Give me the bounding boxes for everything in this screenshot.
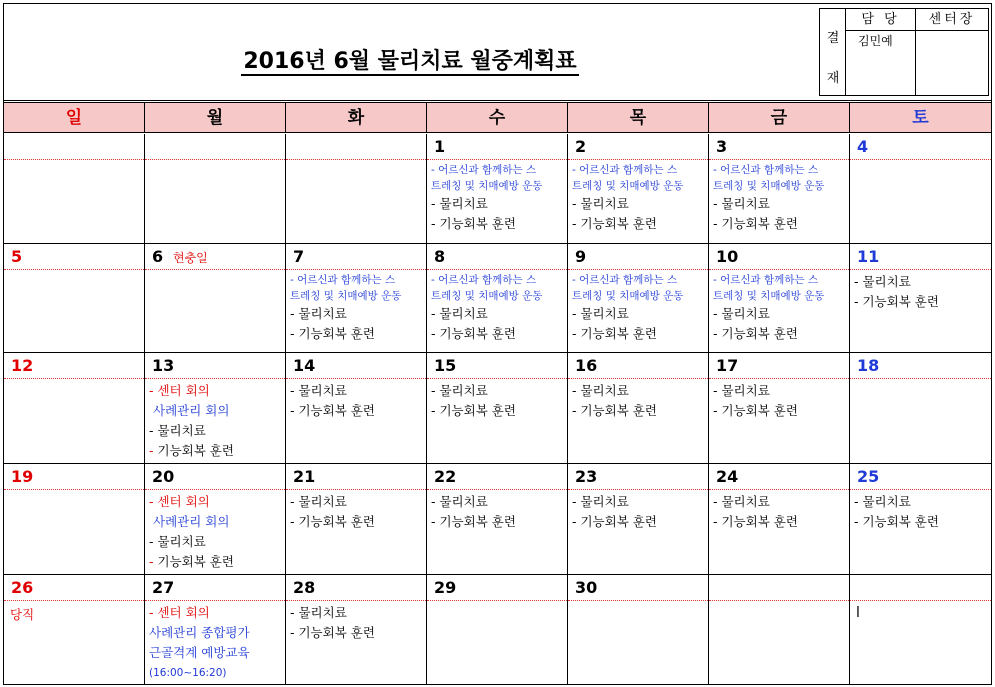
day-schedule-list — [427, 160, 567, 234]
calendar-day-cell — [4, 464, 145, 575]
schedule-item: - 어르신과 함께하는 스 — [572, 274, 678, 286]
schedule-item: - 물리치료 — [290, 383, 347, 398]
day-date-row — [850, 244, 991, 270]
schedule-item: - 센터 회의 — [149, 605, 210, 620]
schedule-item: - 물리치료 — [713, 494, 770, 509]
schedule-item: - 물리치료 — [431, 306, 488, 321]
schedule-item: - 기능회복 훈련 — [572, 326, 657, 341]
day-date-row — [145, 575, 285, 601]
calendar-day-cell — [4, 575, 145, 685]
calendar-day-cell — [145, 575, 286, 685]
day-schedule-list — [145, 490, 285, 572]
day-date-row — [850, 575, 991, 601]
schedule-item: - 기능회복 훈련 — [713, 403, 798, 418]
day-date-row — [145, 464, 285, 490]
schedule-item: - 기능회복 훈련 — [854, 294, 939, 309]
day-number: 16 — [575, 356, 598, 375]
calendar-day-cell — [145, 134, 286, 244]
approval-column-manager — [846, 9, 916, 95]
schedule-item: 사례관리 종합평가 — [149, 625, 250, 640]
schedule-item: - 센터 회의 — [149, 494, 210, 509]
calendar-day-cell — [4, 353, 145, 464]
schedule-item: 트레칭 및 치매예방 운동 — [572, 290, 684, 302]
calendar-day-cell — [427, 244, 568, 353]
day-date-row — [709, 244, 849, 270]
weekday-header: 월 — [145, 103, 286, 133]
day-date-row — [4, 575, 144, 601]
schedule-item: - 기능회복 훈련 — [431, 216, 516, 231]
day-number: 5 — [11, 247, 23, 266]
schedule-item: - 기능회복 훈련 — [290, 514, 375, 529]
day-number: 8 — [434, 247, 446, 266]
schedule-item: - 물리치료 — [572, 196, 629, 211]
schedule-item: - 어르신과 함께하는 스 — [713, 164, 819, 176]
schedule-item: - 물리치료 — [431, 494, 488, 509]
day-schedule-list — [427, 379, 567, 421]
day-number: 26 — [11, 578, 34, 597]
day-number: 18 — [857, 356, 880, 375]
day-schedule-list — [286, 490, 426, 532]
day-number: 24 — [716, 467, 739, 486]
day-date-row — [427, 575, 567, 601]
calendar-day-cell — [568, 353, 709, 464]
schedule-item: - 기능회복 훈련 — [290, 403, 375, 418]
schedule-item: - 물리치료 — [572, 383, 629, 398]
day-date-row — [709, 134, 849, 160]
weekday-header: 수 — [427, 103, 568, 133]
day-date-row — [286, 134, 426, 160]
day-date-row — [568, 575, 708, 601]
calendar-day-cell — [145, 244, 286, 353]
schedule-item: - 물리치료 — [713, 306, 770, 321]
weekday-header: 일 — [4, 103, 145, 133]
day-number: 2 — [575, 137, 587, 156]
schedule-item: 근골격계 예방교육 — [149, 645, 250, 660]
day-number: 14 — [293, 356, 316, 375]
day-date-row — [568, 244, 708, 270]
day-date-row — [568, 464, 708, 490]
schedule-item: - 물리치료 — [431, 383, 488, 398]
schedule-item: - 기능회복 훈련 — [713, 216, 798, 231]
day-number: 9 — [575, 247, 587, 266]
approval-role-manager: 담 당 — [846, 9, 915, 31]
schedule-item: - 센터 회의 — [149, 383, 210, 398]
page-title — [4, 44, 816, 75]
day-schedule-list — [850, 270, 991, 312]
approval-box — [819, 8, 989, 96]
schedule-item: - 기능회복 훈련 — [854, 514, 939, 529]
schedule-item: - 기능회복 훈련 — [431, 403, 516, 418]
schedule-item: - 물리치료 — [572, 306, 629, 321]
calendar-day-cell — [145, 353, 286, 464]
day-date-row — [709, 464, 849, 490]
day-schedule-list — [286, 270, 426, 344]
calendar-day-cell — [427, 464, 568, 575]
schedule-item: - 기능회복 훈련 — [713, 326, 798, 341]
weekday-header: 화 — [286, 103, 427, 133]
day-schedule-list — [568, 160, 708, 234]
day-schedule-list — [427, 490, 567, 532]
day-number: 6 — [152, 247, 164, 266]
calendar-day-cell — [709, 134, 850, 244]
day-schedule-list — [286, 601, 426, 643]
day-number: 28 — [293, 578, 316, 597]
header — [4, 4, 993, 100]
calendar-day-cell — [427, 353, 568, 464]
schedule-item: - 기능회복 훈련 — [431, 514, 516, 529]
day-schedule-list — [709, 379, 849, 421]
day-number: 3 — [716, 137, 728, 156]
day-date-row — [850, 134, 991, 160]
day-schedule-list — [568, 270, 708, 344]
day-number: 19 — [11, 467, 34, 486]
calendar-day-cell — [709, 464, 850, 575]
approval-label-top: 결 — [826, 31, 840, 46]
calendar-sheet — [3, 3, 992, 685]
day-number: 22 — [434, 467, 457, 486]
calendar-day-cell — [286, 353, 427, 464]
schedule-item: - 어르신과 함께하는 스 — [713, 274, 819, 286]
schedule-item: - 어르신과 함께하는 스 — [290, 274, 396, 286]
calendar-day-cell — [568, 134, 709, 244]
day-schedule-list — [709, 490, 849, 532]
schedule-item: - 물리치료 — [572, 494, 629, 509]
approval-role-director: 센터장 — [916, 9, 988, 31]
calendar-grid — [4, 103, 991, 685]
duty-label: 당직 — [10, 607, 35, 622]
schedule-item: - 물리치료 — [431, 196, 488, 211]
calendar-day-cell — [709, 244, 850, 353]
schedule-item: - 기능회복 훈련 — [572, 216, 657, 231]
schedule-item: 트레칭 및 치매예방 운동 — [431, 180, 543, 192]
day-number: 12 — [11, 356, 34, 375]
holiday-label: 현충일 — [173, 251, 208, 265]
day-number: 30 — [575, 578, 598, 597]
day-schedule-list — [145, 601, 285, 683]
schedule-item: - 기능회복 훈련 — [713, 514, 798, 529]
title-text: 2016년 6월 물리치료 월중계획표 — [243, 49, 577, 74]
schedule-item: - 기능회복 훈련 — [149, 443, 234, 458]
day-date-row — [568, 134, 708, 160]
day-number: 4 — [857, 137, 869, 156]
day-date-row — [4, 244, 144, 270]
calendar-day-cell — [286, 134, 427, 244]
schedule-item: - 어르신과 함께하는 스 — [572, 164, 678, 176]
day-number: 25 — [857, 467, 880, 486]
day-date-row — [427, 464, 567, 490]
day-date-row — [145, 353, 285, 379]
day-number: 23 — [575, 467, 598, 486]
day-number: 21 — [293, 467, 316, 486]
schedule-item: - 어르신과 함께하는 스 — [431, 274, 537, 286]
day-number: 27 — [152, 578, 175, 597]
schedule-item: (16:00~16:20) — [149, 667, 227, 679]
calendar-day-cell — [850, 134, 991, 244]
day-date-row — [709, 575, 849, 601]
schedule-item: 트레칭 및 치매예방 운동 — [290, 290, 402, 302]
day-date-row — [4, 353, 144, 379]
day-date-row — [709, 353, 849, 379]
schedule-item: 사례관리 회의 — [153, 514, 230, 529]
day-date-row — [850, 353, 991, 379]
schedule-item: - 물리치료 — [290, 605, 347, 620]
schedule-item: 트레칭 및 치매예방 운동 — [572, 180, 684, 192]
day-date-row — [286, 575, 426, 601]
calendar-day-cell — [709, 353, 850, 464]
schedule-item: - 물리치료 — [854, 494, 911, 509]
day-schedule-list — [286, 379, 426, 421]
day-number: 7 — [293, 247, 305, 266]
schedule-item: - 기능회복 훈련 — [572, 514, 657, 529]
schedule-item: - 기능회복 훈련 — [149, 554, 234, 569]
schedule-item: - 물리치료 — [713, 383, 770, 398]
day-date-row — [568, 353, 708, 379]
day-number: 10 — [716, 247, 739, 266]
schedule-item: 트레칭 및 치매예방 운동 — [431, 290, 543, 302]
calendar-day-cell — [568, 575, 709, 685]
day-date-row — [850, 464, 991, 490]
calendar-day-cell — [568, 244, 709, 353]
day-number: 15 — [434, 356, 457, 375]
approval-signature-manager: 김민예 — [858, 34, 893, 48]
day-date-row — [145, 244, 285, 270]
calendar-day-cell — [850, 353, 991, 464]
day-date-row — [4, 464, 144, 490]
approval-label — [820, 9, 846, 95]
schedule-item: - 물리치료 — [290, 306, 347, 321]
day-schedule-list — [709, 270, 849, 344]
day-date-row — [145, 134, 285, 160]
calendar-day-cell — [286, 244, 427, 353]
calendar-day-cell — [427, 575, 568, 685]
calendar-day-cell — [427, 134, 568, 244]
schedule-item: - 물리치료 — [713, 196, 770, 211]
weekday-header: 목 — [568, 103, 709, 133]
weekday-header: 토 — [850, 103, 991, 133]
schedule-item: - 기능회복 훈련 — [431, 326, 516, 341]
schedule-item: 트레칭 및 치매예방 운동 — [713, 290, 825, 302]
schedule-item: - 물리치료 — [290, 494, 347, 509]
calendar-day-cell — [568, 464, 709, 575]
day-date-row — [286, 244, 426, 270]
schedule-item: 사례관리 회의 — [153, 403, 230, 418]
approval-label-bottom: 재 — [826, 71, 840, 86]
day-number: 17 — [716, 356, 739, 375]
schedule-item: - 물리치료 — [854, 274, 911, 289]
day-number: 13 — [152, 356, 175, 375]
cell-mark: l — [856, 605, 860, 621]
calendar-day-cell — [850, 464, 991, 575]
schedule-item: - 물리치료 — [149, 534, 206, 549]
calendar-day-cell — [4, 244, 145, 353]
schedule-item: - 기능회복 훈련 — [572, 403, 657, 418]
calendar-day-cell — [145, 464, 286, 575]
day-number: 29 — [434, 578, 457, 597]
calendar-day-cell — [286, 575, 427, 685]
calendar-day-cell — [709, 575, 850, 685]
schedule-item: - 어르신과 함께하는 스 — [431, 164, 537, 176]
day-schedule-list — [568, 490, 708, 532]
schedule-item: - 기능회복 훈련 — [290, 326, 375, 341]
schedule-item: 트레칭 및 치매예방 운동 — [713, 180, 825, 192]
day-number: 11 — [857, 247, 880, 266]
day-number: 20 — [152, 467, 175, 486]
schedule-item: - 기능회복 훈련 — [290, 625, 375, 640]
day-schedule-list — [850, 490, 991, 532]
day-schedule-list — [145, 379, 285, 461]
day-date-row — [427, 353, 567, 379]
day-schedule-list — [427, 270, 567, 344]
schedule-item: - 물리치료 — [149, 423, 206, 438]
day-date-row — [427, 244, 567, 270]
calendar-day-cell — [850, 575, 991, 685]
day-date-row — [286, 464, 426, 490]
weekday-header: 금 — [709, 103, 850, 133]
approval-column-director — [916, 9, 988, 95]
calendar-day-cell — [850, 244, 991, 353]
day-date-row — [286, 353, 426, 379]
day-date-row — [427, 134, 567, 160]
day-date-row — [4, 134, 144, 160]
day-number: 1 — [434, 137, 446, 156]
calendar-day-cell — [4, 134, 145, 244]
day-schedule-list — [709, 160, 849, 234]
day-schedule-list — [568, 379, 708, 421]
calendar-day-cell — [286, 464, 427, 575]
